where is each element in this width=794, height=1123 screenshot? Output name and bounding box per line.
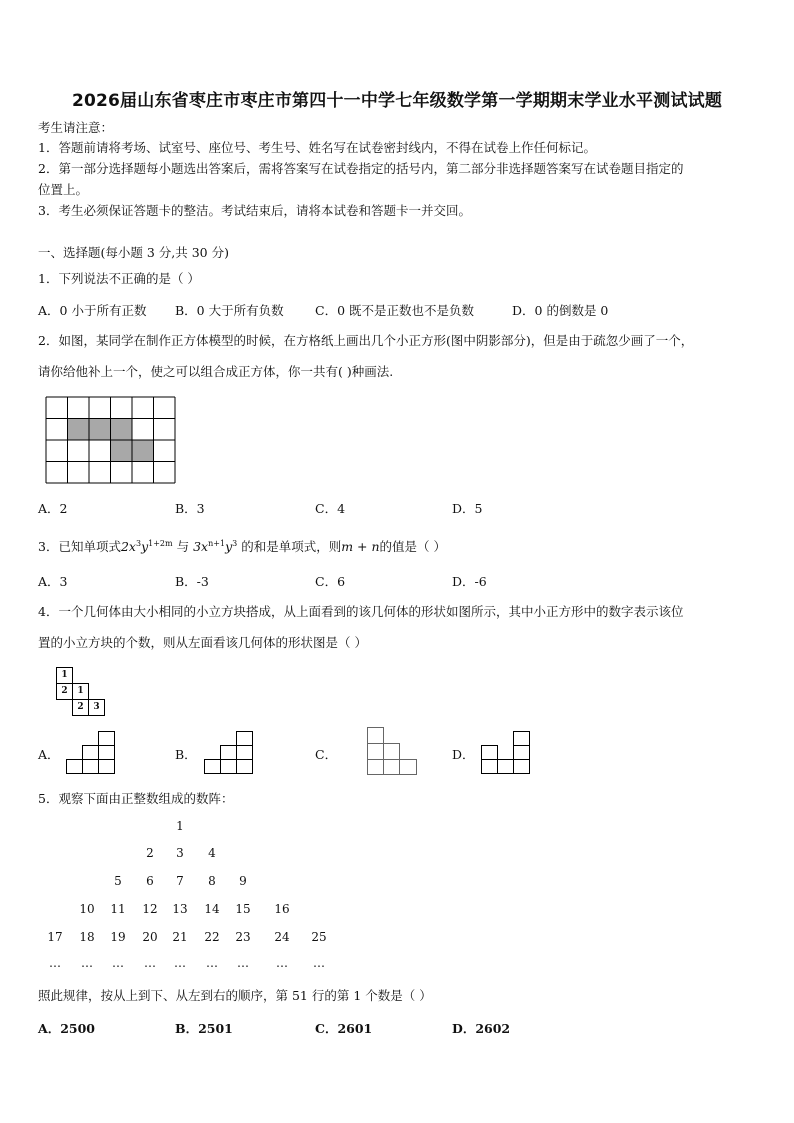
q5-option-b[interactable]: B．2501 (175, 1021, 233, 1036)
q5-array-number: … (237, 956, 249, 970)
q1-option-a[interactable]: A．0 小于所有正数 (38, 303, 147, 318)
notice-item-2: 2．第一部分选择题每小题选出答案后，需将答案写在试卷指定的括号内，第二部分非选择题答案写在试卷题目指定的 (38, 161, 684, 176)
q5-array-number: … (276, 956, 288, 970)
q3-option-c[interactable]: C．6 (315, 574, 346, 589)
q5-array-number: 10 (79, 902, 95, 916)
q5-array-number: 3 (176, 846, 184, 860)
q4-option-d[interactable]: D． (452, 747, 475, 762)
notice-heading: 考生请注意： (38, 120, 114, 135)
q2-shaded-cell (132, 440, 154, 462)
q5-array-number: 9 (239, 874, 247, 888)
q4-topview-cell: 2 (56, 683, 73, 700)
q3-term2-xexp: n+1 (208, 539, 226, 548)
q5-array-number: 16 (274, 902, 290, 916)
q4-topview-cell: 3 (88, 699, 105, 716)
q3-expr: m + n (341, 539, 380, 555)
q5-array-number: 7 (176, 874, 184, 888)
q5-option-a[interactable]: A．2500 (38, 1021, 95, 1036)
q5-array-number: 15 (235, 902, 251, 916)
q5-array-number: 17 (47, 930, 63, 944)
q3-term1-xexp: 3 (135, 539, 142, 548)
q5-array-number: 21 (172, 930, 188, 944)
q4-stem-line1: 4．一个几何体由大小相同的小立方块搭成，从上面看到的该几何体的形状如图所示，其中小正方形中的数字表示该位 (38, 604, 684, 619)
q4-topview-cell: 1 (56, 667, 73, 684)
q4-option-c-figure[interactable] (366, 726, 420, 776)
q5-array-number: … (174, 956, 186, 970)
q3-stem-prefix: 3．已知单项式 (38, 539, 121, 555)
q4-option-b-figure[interactable] (203, 730, 255, 774)
q2-option-d[interactable]: D．5 (452, 501, 483, 516)
q4-option-b[interactable]: B． (175, 747, 197, 762)
q5-array-number: 22 (204, 930, 220, 944)
q3-option-b[interactable]: B．-3 (175, 574, 209, 589)
q5-stem: 5．观察下面由正整数组成的数阵： (38, 791, 234, 806)
q2-shaded-cell (89, 419, 111, 441)
q5-array-number: 20 (142, 930, 158, 944)
q4-option-a[interactable]: A． (38, 747, 60, 762)
q2-option-b[interactable]: B．3 (175, 501, 205, 516)
notice-item-3: 3．考生必须保证答题卡的整洁。考试结束后，请将本试卷和答题卡一并交回。 (38, 203, 471, 218)
page-title: 2026届山东省枣庄市枣庄市第四十一中学七年级数学第一学期期末学业水平测试试题 (71, 91, 723, 111)
q2-option-c[interactable]: C．4 (315, 501, 346, 516)
q3-term2-y: y (225, 539, 233, 555)
q5-array-number: 4 (208, 846, 216, 860)
q5-option-c[interactable]: C．2601 (315, 1021, 373, 1036)
q5-question: 照此规律，按从上到下、从左到右的顺序，第 51 行的第 1 个数是（ ） (38, 988, 432, 1003)
q5-array-number: 12 (142, 902, 158, 916)
q3-option-a[interactable]: A．3 (38, 574, 68, 589)
q4-option-c[interactable]: C． (315, 747, 338, 762)
q5-array-number: 5 (114, 874, 122, 888)
q1-stem: 1．下列说法不正确的是（ ） (38, 271, 200, 286)
q5-array-number: 1 (176, 819, 184, 833)
section-heading: 一、选择题(每小题 3 分,共 30 分) (38, 245, 229, 260)
q5-array-number: 8 (208, 874, 216, 888)
q2-option-a[interactable]: A．2 (38, 501, 68, 516)
q5-array-number: … (313, 956, 325, 970)
q4-option-a-figure[interactable] (65, 730, 117, 774)
q5-array-number: 19 (110, 930, 126, 944)
q5-array-number: 23 (235, 930, 251, 944)
q5-option-d[interactable]: D．2602 (452, 1021, 511, 1036)
q5-array-number: 11 (110, 902, 126, 916)
q4-stem-line2: 置的小立方块的个数，则从左面看该几何体的形状图是（ ） (38, 635, 367, 650)
q2-stem-line1: 2．如图，某同学在制作正方体模型的时候，在方格纸上画出几个小正方形(图中阴影部分)，但是由于疏忽少画了一个， (38, 333, 694, 348)
q5-array-number: 13 (172, 902, 188, 916)
q5-array-number: … (112, 956, 124, 970)
q5-array-number: 24 (274, 930, 290, 944)
q2-shaded-cell (111, 419, 133, 441)
q1-option-b[interactable]: B．0 大于所有负数 (175, 303, 284, 318)
q2-shaded-cell (68, 419, 90, 441)
q5-array-number: … (144, 956, 156, 970)
q3-stem (38, 535, 446, 556)
q2-shaded-cell (111, 440, 133, 462)
q5-array-number: … (206, 956, 218, 970)
q3-mid: 与 (176, 539, 190, 555)
q5-array-number: 18 (79, 930, 95, 944)
notice-item-1: 1．答题前请将考场、试室号、座位号、考生号、姓名写在试卷密封线内，不得在试卷上作任何标记。 (38, 140, 596, 155)
q3-term2-coef: 3x (193, 539, 209, 555)
q5-array-number: … (49, 956, 61, 970)
notice-item-2-cont: 位置上。 (38, 182, 89, 197)
q5-array-number: 2 (146, 846, 154, 860)
q3-term1-yexp: 1+2m (148, 539, 173, 548)
q5-array-number: 25 (311, 930, 327, 944)
q5-array-number: 14 (204, 902, 220, 916)
q4-topview-cell: 1 (72, 683, 89, 700)
q3-term1-y: y (141, 539, 149, 555)
q5-array-number: 6 (146, 874, 154, 888)
q5-array-number: … (81, 956, 93, 970)
q1-option-d[interactable]: D．0 的倒数是 0 (512, 303, 609, 318)
q1-option-c[interactable]: C．0 既不是正数也不是负数 (315, 303, 474, 318)
q4-topview-cell: 2 (72, 699, 89, 716)
q4-option-d-figure[interactable] (480, 730, 532, 774)
q2-grid-figure (45, 396, 177, 484)
q3-term1-coef: 2x (120, 539, 136, 555)
q2-stem-line2: 请你给他补上一个，使之可以组合成正方体，你一共有( )种画法. (38, 364, 394, 379)
q3-suffix: 的和是单项式，则 (241, 539, 342, 555)
q3-term2-yexp: 3 (232, 539, 238, 548)
q3-end: 的值是（ ） (379, 539, 447, 555)
q3-option-d[interactable]: D．-6 (452, 574, 487, 589)
